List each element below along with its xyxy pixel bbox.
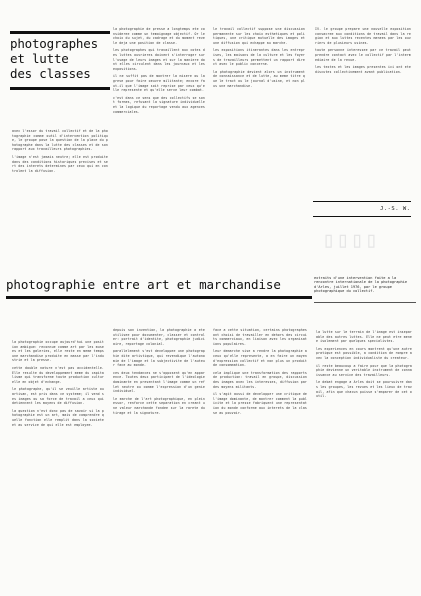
paragraph: il s'agit aussi de developper une critique de l'image dominante, de montrer comment la publicite et la presse fabriquent une representation du monde conforme aux interets de la classe au pouvoir.: [213, 392, 307, 415]
paragraph: avec l'essor du travail collectif et de la photographie comme outil d'intervention politique, le groupe pose la question de la place du photographe dans la lutte des classes et de son rapport aux travailleurs photographies.: [12, 129, 108, 152]
article2-column-3: [213, 328, 307, 590]
article2-title-rule: [6, 296, 312, 299]
article1-title-line: photographes: [10, 36, 98, 51]
paragraph: la photographie devient alors un instrument de connaissance et de lutte, au meme titre que le tract ou le journal d'usine, et non plus une marchandise.: [213, 69, 305, 88]
paragraph: les experiences en cours montrent qu'une autre pratique est possible, a condition de rompre avec la conception individualiste du createur.: [316, 346, 412, 360]
article2-column-2: [113, 328, 205, 590]
paragraph: la lutte sur le terrain de l'image est inseparable des autres luttes. Elle ne peut etre menee isolement par quelques specialistes.: [316, 330, 412, 344]
paragraph: cette double nature n'est pas accidentelle. Elle resulte du developpement meme du capitalisme qui transforme toute production culturelle en objet d'echange.: [12, 365, 104, 384]
paragraph: le photographe, qu'il se veuille artiste ou artisan, est pris dans ce systeme; il vend ses images ou sa force de travail a ceux qui detiennent les moyens de diffusion.: [12, 387, 104, 406]
paragraph: il ne suffit pas de montrer la misere ou la greve pour faire oeuvre militante; encore faut-il que l'image soit reprise par ceux qu'elle represente et qu'elle serve leur combat.: [113, 74, 205, 93]
paragraph: il reste beaucoup a faire pour que la photographie devienne un veritable instrument de connaissance au service des travailleurs.: [316, 363, 412, 377]
title-rule-bottom: [10, 87, 110, 90]
title-rule-top: [10, 31, 110, 34]
article1-column-4: [315, 27, 411, 199]
paragraph: la photographie de presse a longtemps ete consideree comme un temoignage objectif. Or le choix du sujet, du cadrage et du moment revele deja une position de classe.: [113, 27, 205, 45]
paragraph: les expositions itinerantes dans les entreprises, les maisons de la culture et les foyers de travailleurs permettent un rapport direct avec le public concerne.: [213, 48, 305, 67]
paragraph: les textes et les images presentes ici ont ete discutes collectivement avant publication.: [315, 65, 411, 74]
article1-title: [10, 36, 110, 81]
paragraph: la question n'est donc pas de savoir si la photographie est un art, mais de comprendre quelle fonction elle remplit dans la societe et au service de qui elle est employee.: [12, 408, 104, 427]
paragraph: cela implique une transformation des rapports de production: travail en groupe, discussion des images avec les interesses, diffusion par des moyens militants.: [213, 370, 307, 389]
paragraph: c'est dans ce sens que des collectifs se sont formes, refusant la signature individuelle et la logique du reportage vendu aux agences commerciales.: [113, 95, 205, 114]
article2-column-1: [12, 340, 104, 590]
paragraph: le marche de l'art photographique, en plein essor, renforce cette separation en creant une valeur marchande fondee sur la rarete du tirage et la signature.: [113, 396, 205, 415]
show-through-mark: ▯▯▯▯: [322, 228, 379, 253]
signature-rule: [313, 216, 411, 217]
article1-column-1: [12, 129, 108, 219]
column-4-rule: [313, 201, 411, 202]
paragraph: l'image n'est jamais neutre; elle est produite dans des conditions historiques precises et sert des interets determines par ceux qui en controlent la diffusion.: [12, 154, 108, 173]
paragraph: leur demarche vise a rendre la photographie a ceux qu'elle represente, a en faire un moyen d'expression collectif et non plus un produit de consommation.: [213, 349, 307, 368]
paragraph: le debat engage a Arles doit se poursuivre dans les groupes, les revues et les lieux de travail, afin que chacun puisse s'emparer de cet outil.: [316, 380, 412, 399]
paragraph: depuis son invention, la photographie a ete utilisee pour documenter, classer et controler: portrait d'identite, photographie judiciaire, reportage colonial.: [113, 328, 205, 346]
paragraph: parallelement s'est developpee une photographie dite artistique, qui revendique l'autonomie de l'image et la subjectivite de l'auteur face au monde.: [113, 349, 205, 368]
paragraph: face a cette situation, certains photographes ont choisi de travailler en dehors des circuits commerciaux, en liaison avec les organisations populaires.: [213, 328, 307, 346]
paragraph: les photographes qui travaillent aux cotes des luttes ouvrieres doivent s'interroger sur l'usage de leurs images et sur la maniere dont elles circulent dans les journaux et les expositions.: [113, 48, 205, 71]
article1-title-line: des classes: [10, 66, 91, 81]
paragraph: ces deux tendances ne s'opposent qu'en apparence. Toutes deux participent de l'ideologie dominante en presentant l'image comme un reflet neutre ou comme l'expression d'un genie individuel.: [113, 370, 205, 394]
article1-column-3: [213, 27, 305, 217]
paragraph: le travail collectif suppose une discussion permanente sur les choix esthetiques et politiques, une critique mutuelle des images et une diffusion qui echappe au marche.: [213, 27, 305, 45]
paragraph: la photographie occupe aujourd'hui une position ambigue: reconnue comme art par les musees et les galeries, elle reste en meme temps une marchandise produite en masse par l'industrie et la presse.: [12, 340, 104, 363]
paragraph: toute personne interessee par ce travail peut prendre contact avec le collectif par l'intermediaire de la revue.: [315, 48, 411, 62]
article2-title: photographie entre art et marchandise: [6, 277, 281, 292]
paragraph: IV. le groupe prepare une nouvelle exposition consacree aux conditions de travail dans la region et aux luttes recentes menees par les ouvriers de plusieurs usines.: [315, 27, 411, 45]
article2-column-4: [316, 330, 412, 590]
article1-title-line: et lutte: [10, 51, 69, 66]
article1-column-2: [113, 27, 205, 217]
article2-credit: extraits d'une intervention faite a la rencontre internationale de la photographie d'Arles, juillet 1976, par le groupe photographique du collectif.: [314, 276, 416, 303]
author-signature: J.-S. W.: [380, 206, 411, 212]
